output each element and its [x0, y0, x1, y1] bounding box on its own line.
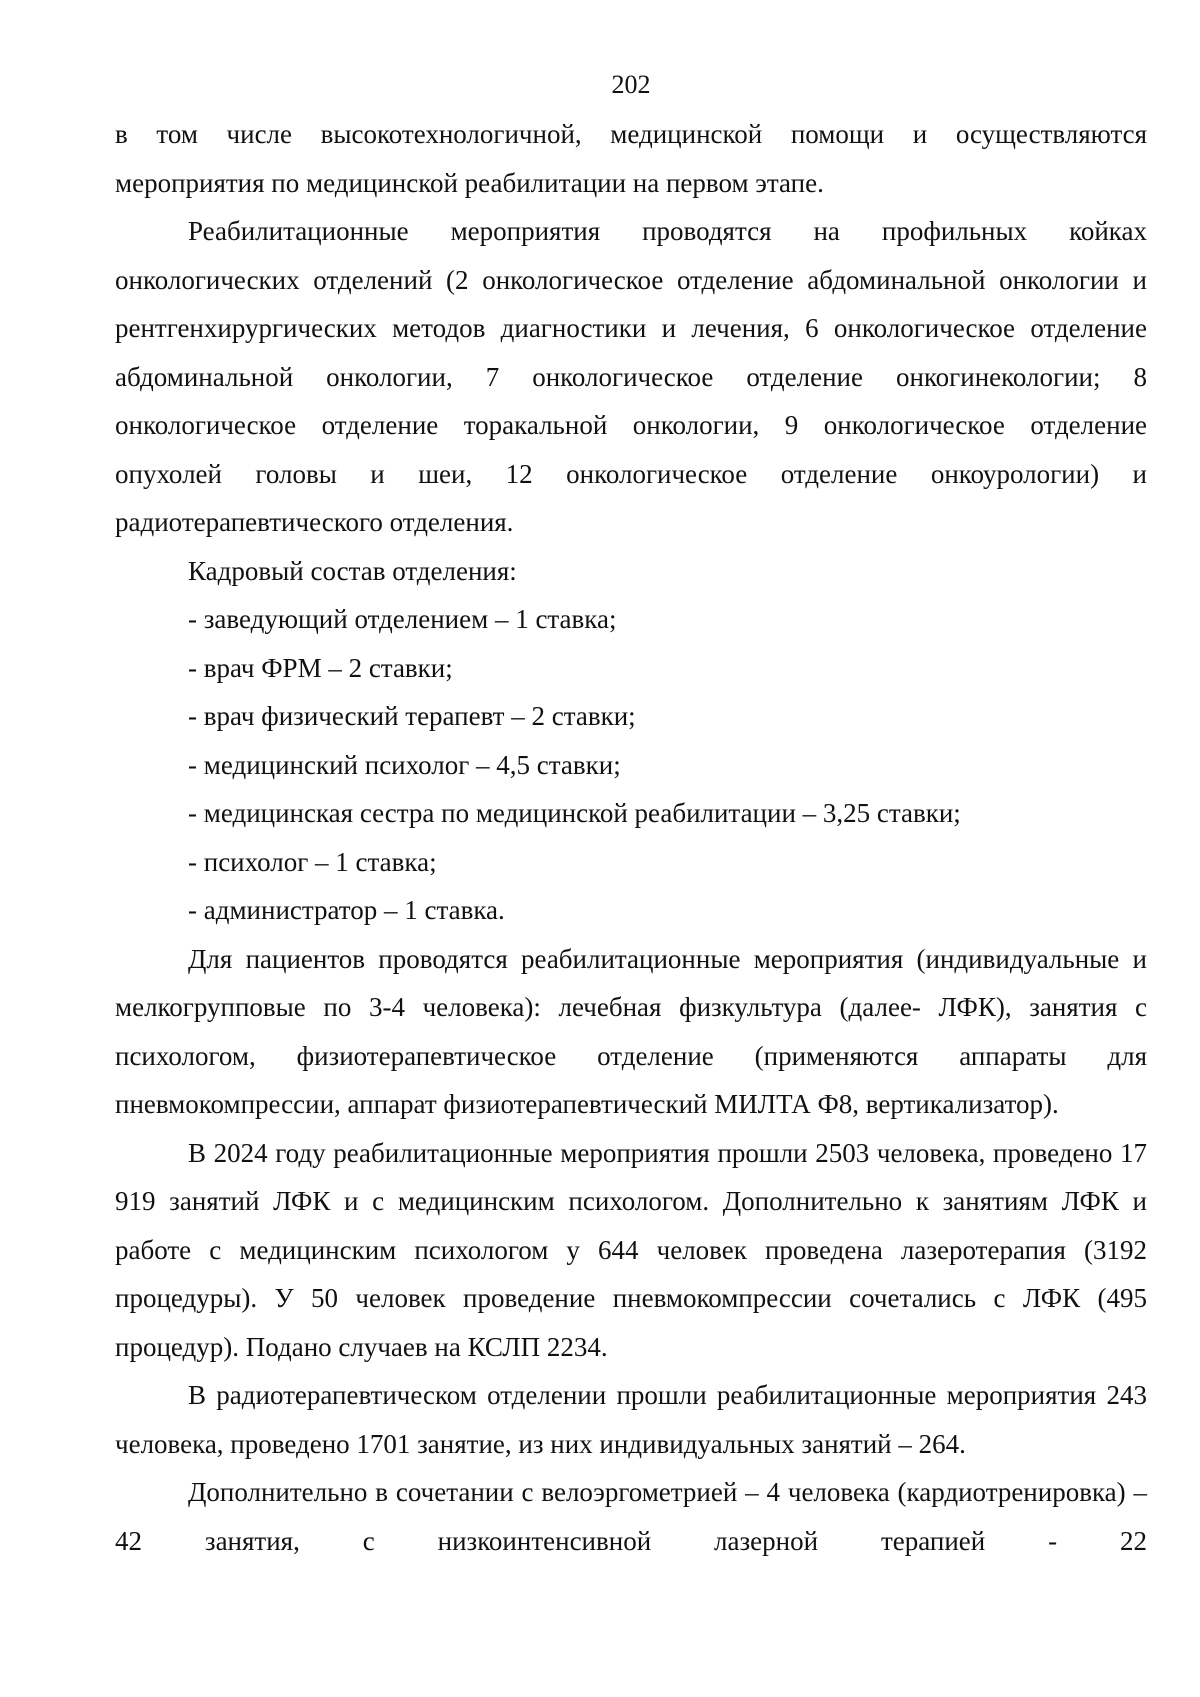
list-item: - психолог – 1 ставка;	[188, 846, 437, 877]
list-item: - врач физический терапевт – 2 ставки;	[188, 701, 636, 731]
list-item: - врач ФРМ – 2 ставки;	[188, 652, 453, 683]
staff-list	[115, 595, 1147, 935]
paragraph-activities: Для пациентов проводятся реабилитационные мероприятия (индивидуальные и мелкогрупповые по 3-4 человека): лечебная физкультура (далее- ЛФК), занятия с психологом, физиотерапевтическое отделение (применяются аппараты для пневмокомпрессии, аппарат физиотерапевтический МИЛТА Ф8, вертикализатор).	[115, 943, 1147, 1119]
document-body	[115, 110, 1147, 1565]
paragraph-radiotherapy-stats: В радиотерапевтическом отделении прошли реабилитационные мероприятия 243 человека, проведено 1701 занятие, из них индивидуальных занятий – 264.	[115, 1380, 1147, 1459]
list-item: - заведующий отделением – 1 ставка;	[188, 604, 617, 634]
list-item: - администратор – 1 ставка.	[188, 895, 505, 925]
paragraph-additional: Дополнительно в сочетании с велоэргометрией – 4 человека (кардиотренировка) – 42 занятия, с низкоинтенсивной лазерной терапией - 22	[115, 1477, 1147, 1556]
page-number: 202	[611, 70, 651, 99]
staff-heading: Кадровый состав отделения:	[188, 555, 517, 586]
list-item: - медицинская сестра по медицинской реабилитации – 3,25 ставки;	[188, 798, 961, 828]
paragraph-rehab-departments: Реабилитационные мероприятия проводятся на профильных койках онкологических отделений (2 онкологическое отделение абдоминальной онкологии и рентгенхирургических методов диагностики и лечения, 6 онкологическое отделение абдоминальной онкологии, 7 онкологическое отделение онкогинекологии; 8 онкологическое отделение торакальной онкологии, 9 онкологическое отделение опухолей головы и шеи, 12 онкологическое отделение онкоурологии) и радиотерапевтического отделения.	[115, 216, 1147, 537]
list-item: - медицинский психолог – 4,5 ставки;	[188, 749, 621, 780]
paragraph-continuation: в том числе высокотехнологичной, медицинской помощи и осуществляются мероприятия по медицинской реабилитации на первом этапе.	[115, 119, 1147, 198]
paragraph-2024-stats: В 2024 году реабилитационные мероприятия прошли 2503 человека, проведено 17 919 занятий ЛФК и с медицинским психологом. Дополнительно к занятиям ЛФК и работе с медицинским психологом у 644 человек проведена лазеротерапия (3192 процедуры). У 50 человек проведение пневмокомпрессии сочетались с ЛФК (495 процедур). Подано случаев на КСЛП 2234.	[115, 1137, 1147, 1362]
